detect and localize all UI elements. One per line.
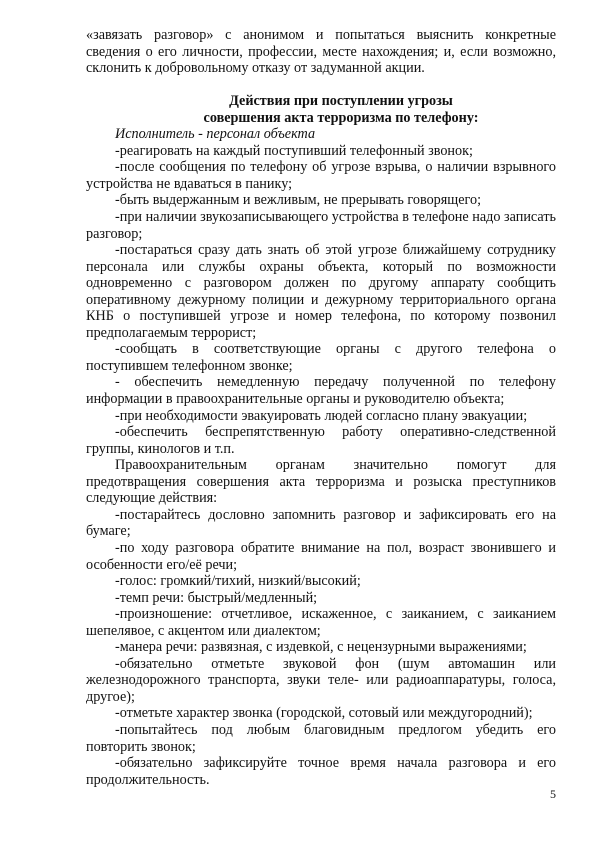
instruction-item: -быть выдержанным и вежливым, не прерывать говорящего; xyxy=(115,192,482,209)
section-heading-line-2: совершения акта терроризма по телефону: xyxy=(203,109,479,126)
instruction-item: -при необходимости эвакуировать людей согласно плану эвакуации; xyxy=(115,407,528,424)
action-item: -отметьте характер звонка (городской, сотовый или междугородний); xyxy=(115,705,533,722)
action-item: -произношение: отчетливое, искаженное, с заиканием, с заиканием шепелявое, с акцентом или диалектом; xyxy=(86,606,556,639)
action-item: -попытайтесь под любым благовидным предлогом убедить его повторить звонок; xyxy=(86,721,556,755)
page-number: 5 xyxy=(550,787,556,801)
instruction-item: -сообщать в соответствующие органы с другого телефона о поступившем телефонном звонке; xyxy=(86,341,556,374)
instruction-item: -после сообщения по телефону об угрозе взрыва, о наличии взрывного устройства не вдаваться в панику; xyxy=(86,159,556,192)
action-item: -обязательно отметьте звуковой фон (шум автомашин или железнодорожного транспорта, звуки теле- или радиоаппаратуры, голоса, другое); xyxy=(86,655,556,705)
blank-line xyxy=(86,77,556,94)
instruction-item: -обеспечить беспрепятственную работу оперативно-следственной группы, кинологов и т.п. xyxy=(86,424,556,457)
instruction-item: -реагировать на каждый поступивший телефонный звонок; xyxy=(115,142,473,159)
law-enforcement-intro: Правоохранительным органам значительно помогут для предотвращения совершения акта терроризма и розыска преступников следующие действия: xyxy=(86,457,556,507)
instruction-item: -при наличии звукозаписывающего устройства в телефоне надо записать разговор; xyxy=(86,209,556,242)
action-item: -темп речи: быстрый/медленный; xyxy=(115,589,318,606)
instruction-item: - обеспечить немедленную передачу полученной по телефону информации в правоохранительные органы и руководителю объекта; xyxy=(86,374,556,408)
instruction-item: -постараться сразу дать знать об этой угрозе ближайшему сотруднику персонала или службы охраны объекта, который по возможности одновременно с разговором должен по другому аппарату сообщить оперативному дежурному полиции и дежурному территориального органа КНБ о поступившей угрозе и номер телефона, по которому позвонил предполагаемым террорист; xyxy=(86,242,556,341)
action-item: -голос: громкий/тихий, низкий/высокий; xyxy=(115,573,361,590)
action-item: -обязательно зафиксируйте точное время начала разговора и его продолжительность. xyxy=(86,755,556,788)
action-item: -постарайтесь дословно запомнить разговор и зафиксировать его на бумаге; xyxy=(86,506,556,540)
action-item: -манера речи: развязная, с издевкой, с нецензурными выражениями; xyxy=(115,639,527,656)
executor-line: Исполнитель - персонал объекта xyxy=(115,126,316,143)
section-heading-line-1: Действия при поступлении угрозы xyxy=(229,93,453,110)
intro-paragraph: «завязать разговор» с анонимом и попытаться выяснить конкретные сведения о его личности, профессии, месте нахождения; и, если возможно, склонить к добровольному отказу от задуманной акции. xyxy=(86,27,556,77)
action-item: -по ходу разговора обратите внимание на пол, возраст звонившего и особенности его/её речи; xyxy=(86,539,556,573)
page-body xyxy=(86,27,556,788)
